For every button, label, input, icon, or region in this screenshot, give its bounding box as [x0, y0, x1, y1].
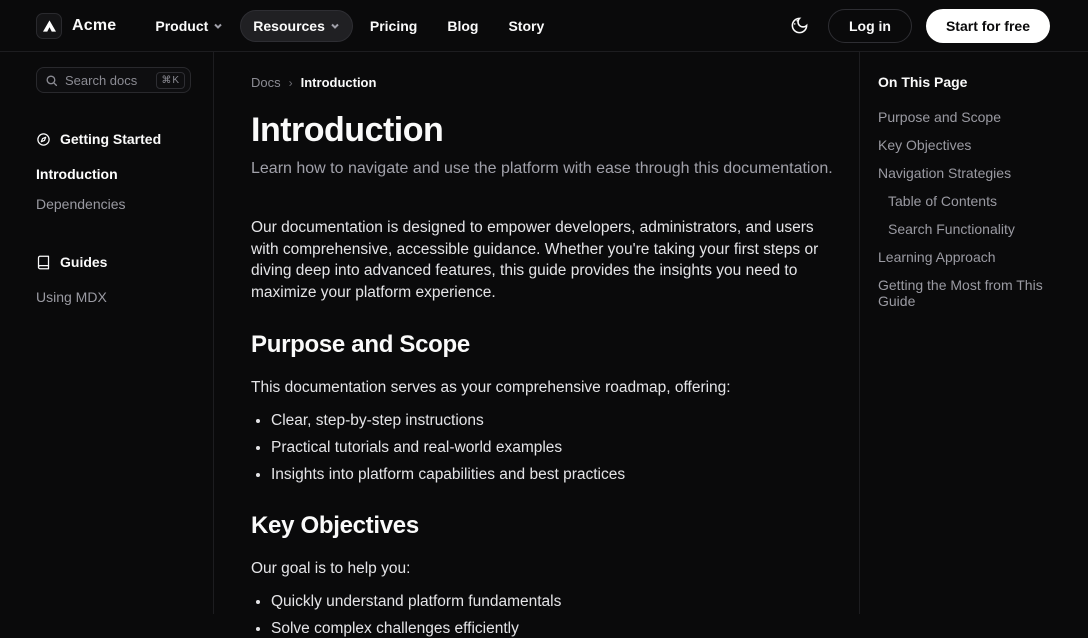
nav-link-label: Story [508, 17, 545, 34]
on-this-page [860, 52, 1088, 614]
login-button[interactable]: Log in [828, 9, 912, 43]
sidebar-section-label: Guides [60, 254, 108, 270]
nav-link-product[interactable] [142, 10, 236, 42]
brand[interactable] [36, 13, 116, 39]
breadcrumb-chevron-icon: › [288, 75, 293, 90]
bullet-item: • Clear, step-by-step instructions [271, 412, 839, 430]
nav-link-pricing[interactable] [357, 10, 430, 42]
search-input[interactable] [36, 67, 191, 93]
section-heading-key-objectives: Key Objectives [251, 512, 419, 539]
section-bullet-list [251, 593, 839, 638]
bullet-item: • Quickly understand platform fundamentals [271, 593, 839, 611]
doc-content [214, 52, 860, 637]
search-placeholder: Search docs [65, 72, 138, 88]
search-shortcut-badge: ⌘K [156, 72, 185, 89]
nav-link-label: Resources [253, 17, 325, 34]
start-free-button[interactable]: Start for free [926, 9, 1050, 43]
nav-link-story[interactable] [495, 10, 557, 42]
bullet-item: • Solve complex challenges efficiently [271, 620, 839, 638]
chevron-down-icon [330, 21, 340, 31]
section-bullet-list [251, 412, 839, 484]
bullet-item: • Insights into platform capabilities and best practices [271, 466, 839, 484]
toc-item-search-functionality[interactable]: Search Functionality [888, 221, 1015, 237]
intro-paragraph: Our documentation is designed to empower developers, administrators, and users with comprehensive, accessible guidance. Whether you're taking your first steps or diving deep into advanced features, this guide provides the insights you need to maximize your platform experience. [251, 219, 819, 301]
section-heading-purpose-and-scope: Purpose and Scope [251, 331, 470, 358]
breadcrumb [251, 75, 839, 90]
sidebar-item-using-mdx[interactable]: Using MDX [36, 289, 107, 305]
brand-name: Acme [72, 16, 117, 34]
toc-item-learning-approach[interactable]: Learning Approach [878, 249, 996, 265]
page-subtitle: Learn how to navigate and use the platform with ease through this documentation. [251, 160, 833, 177]
toc-title: On This Page [878, 74, 968, 90]
sidebar-item-dependencies[interactable]: Dependencies [36, 196, 126, 212]
nav-link-label: Product [155, 17, 209, 34]
acme-logo-icon [36, 13, 62, 39]
nav-link-label: Pricing [369, 17, 418, 34]
breadcrumb-current: Introduction [300, 75, 377, 90]
section-lead: Our goal is to help you: [251, 560, 411, 577]
moon-stars-icon [790, 16, 809, 35]
sidebar-item-introduction[interactable]: Introduction [36, 166, 118, 182]
search-icon [45, 74, 58, 87]
navbar [0, 0, 1088, 52]
page-title: Introduction [251, 111, 444, 149]
sidebar-section-label: Getting Started [60, 131, 162, 147]
toc-item-purpose-and-scope[interactable]: Purpose and Scope [878, 109, 1001, 125]
sidebar-section-getting-started [36, 131, 191, 216]
compass-icon [36, 132, 51, 147]
nav-link-blog[interactable] [434, 10, 491, 42]
docs-sidebar [0, 52, 214, 614]
theme-toggle-button[interactable] [786, 12, 814, 40]
nav-link-label: Blog [447, 17, 479, 34]
toc-item-table-of-contents[interactable]: Table of Contents [888, 193, 997, 209]
chevron-down-icon [213, 21, 223, 31]
sidebar-section-guides [36, 254, 191, 309]
nav-links [142, 10, 557, 42]
toc-item-getting-the-most-from-this-guide[interactable]: Getting the Most from This Guide [878, 277, 1043, 309]
toc-item-key-objectives[interactable]: Key Objectives [878, 137, 972, 153]
sidebar-section-header [36, 131, 191, 147]
book-icon [36, 255, 51, 270]
sidebar-section-header [36, 254, 191, 270]
nav-link-resources[interactable] [240, 10, 353, 42]
bullet-item: • Practical tutorials and real-world examples [271, 439, 839, 457]
toc-item-navigation-strategies[interactable]: Navigation Strategies [878, 165, 1012, 181]
section-lead: This documentation serves as your comprehensive roadmap, offering: [251, 379, 731, 396]
breadcrumb-docs[interactable]: Docs [251, 75, 281, 90]
